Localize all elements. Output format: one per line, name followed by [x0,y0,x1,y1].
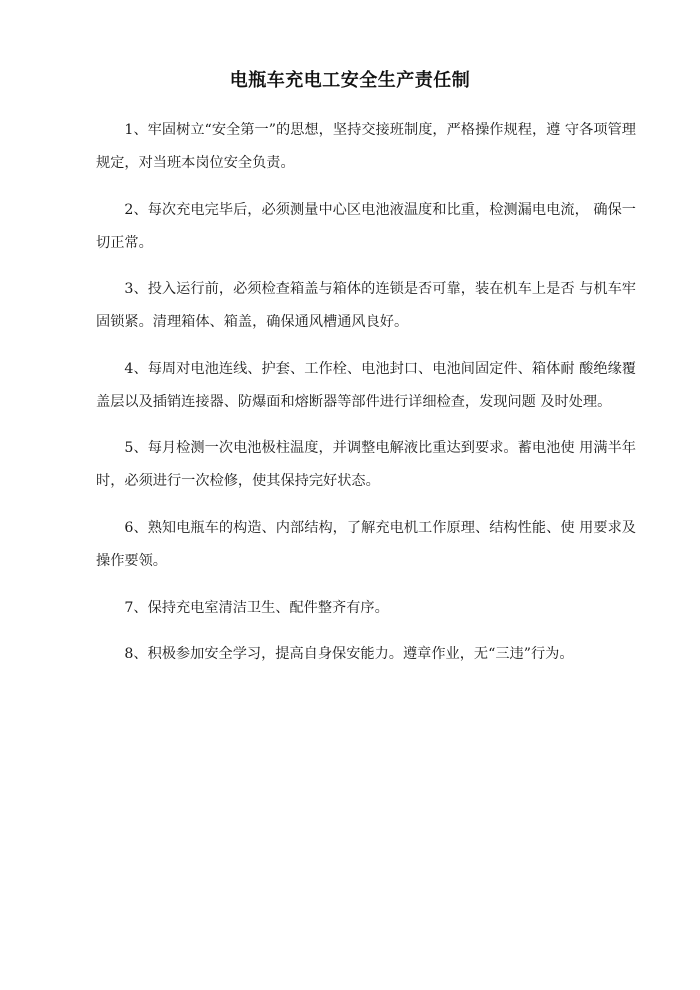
paragraph-8: 8、积极参加安全学习，提高自身保安能力。遵章作业，无“三违”行为。 [124,646,574,663]
paragraph-1: 1、牢固树立“安全第一”的思想，坚持交接班制度，严格操作规程，遵 守各项管理规定，对当班本岗位安全负责。 [96,122,636,171]
paragraph-5: 5、每月检测一次电池极柱温度，并调整电解液比重达到要求。蓄电池使 用满半年时，必须进行一次检修，使其保持完好状态。 [96,440,636,490]
paragraph-4: 4、每周对电池连线、护套、工作栓、电池封口、电池间固定件、箱体耐 酸绝缘覆盖层以及插销连接器、防爆面和熔断器等部件进行详细检查，发现问题 及时处理。 [96,360,636,410]
document-title: 电瓶车充电工安全生产责任制 [229,70,471,91]
paragraph-3: 3、投入运行前，必须检查箱盖与箱体的连锁是否可靠，装在机车上是否 与机车牢固锁紧。清理箱体、箱盖，确保通风槽通风良好。 [96,281,636,331]
paragraph-6: 6、熟知电瓶车的构造、内部结构，了解充电机工作原理、结构性能、使 用要求及操作要领。 [96,519,636,569]
paragraph-2: 2、每次充电完毕后，必须测量中心区电池液温度和比重，检测漏电电流， 确保一切正常。 [96,201,636,251]
paragraph-7: 7、保持充电室清洁卫生、配件整齐有序。 [124,599,389,616]
document-body [96,114,636,685]
